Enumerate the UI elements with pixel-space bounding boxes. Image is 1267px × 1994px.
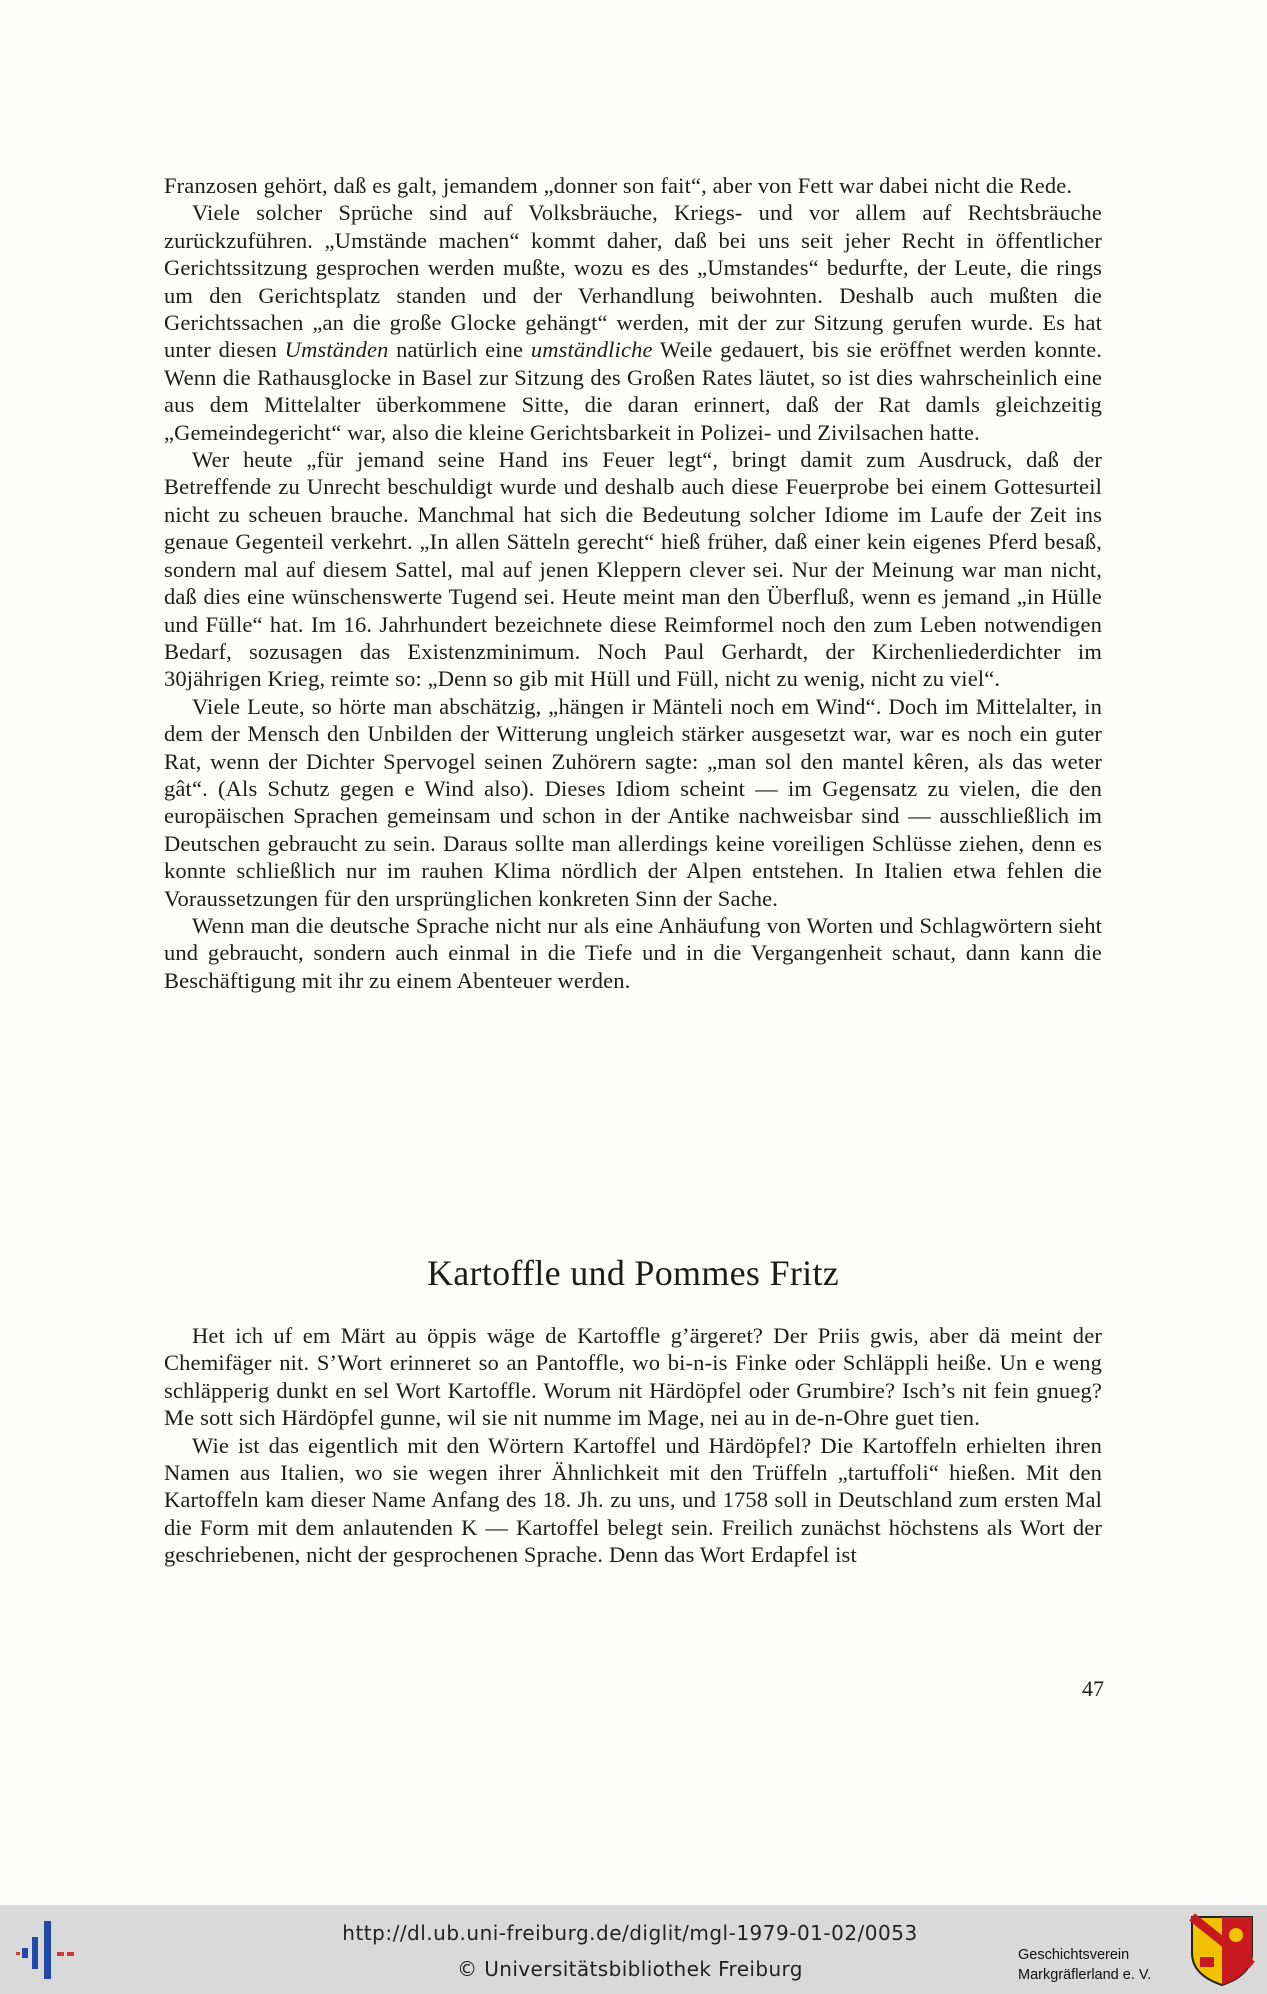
paragraph-text: Viele solcher Sprüche sind auf Volksbräuche, Kriegs- und vor allem auf Rechtsbräuche zurückzuführen. „Umstände machen“ kommt daher, daß bei uns seit jeher Recht in öffentlicher Gerichtssitzung gesprochen werden mußte, wozu es des „Umstandes“ bedurfte, der Leute, die rings um den Gerichtsplatz standen und der Verhandlung beiwohnten. Deshalb auch mußten die Gerichtssachen „an die große Glocke gehängt“ werden, mit der zur Sitzung gerufen wurde. Es hat unter diesen xyxy=(164,200,1102,363)
page-number: 47 xyxy=(1082,1676,1104,1701)
society-name xyxy=(1018,1945,1198,1985)
footer-copyright: © Universitätsbibliothek Freiburg xyxy=(457,1957,803,1981)
article-title: Kartoffle und Pommes Fritz xyxy=(426,1253,840,1293)
society-name-line: Markgräflerland e. V. xyxy=(1018,1967,1152,1983)
paragraph: Wenn man die deutsche Sprache nicht nur als eine Anhäufung von Worten und Schlagwörtern sieht und gebraucht, sondern auch einmal in die Tiefe und in die Vergangenheit schaut, dann kann die Beschäftigung mit ihr zu einem Abenteuer werden. xyxy=(164,912,1102,993)
paragraph xyxy=(164,199,1102,446)
library-logo-icon[interactable] xyxy=(14,1917,80,1983)
coat-of-arms-icon[interactable] xyxy=(1188,1913,1256,1987)
paragraph-text: natürlich eine xyxy=(388,337,531,363)
paragraph: Franzosen gehört, daß es galt, jemandem „donner son fait“, aber von Fett war dabei nicht die Rede. xyxy=(164,173,1073,198)
article-body xyxy=(164,172,1102,994)
article-body xyxy=(164,1322,1102,1569)
footer-url-link[interactable]: http://dl.ub.uni-freiburg.de/diglit/mgl-1979-01-02/0053 xyxy=(342,1921,918,1945)
society-name-line: Geschichtsverein xyxy=(1018,1947,1130,1963)
paragraph-text: Weile gedauert, bis sie eröffnet werden konnte. Wenn die Rathausglocke in Basel zur Sitzung des Großen Rates läutet, so ist dies wahrscheinlich eine aus dem Mittelalter überkommene Sitte, die daran erinnert, daß der Rat damls gleichzeitig „Gemeindegericht“ war, also die kleine Gerichtsbarkeit in Polizei- und Zivilsachen hatte. xyxy=(164,337,1103,445)
paragraph: Viele Leute, so hörte man abschätzig, „hängen ir Mänteli noch em Wind“. Doch im Mittelalter, in dem der Mensch den Unbilden der Witterung ungleich stärker ausgesetzt war, war es noch ein guter Rat, wenn der Dichter Spervogel seinen Zuhörern sagte: „man sol den mantel kêren, als das weter gât“. (Als Schutz gegen e Wind also). Dieses Idiom scheint — im Gegensatz zu vielen, die den europäischen Sprachen gemeinsam und schon in der Antike nachweisbar sind — ausschließlich im Deutschen gebraucht zu sein. Daraus sollte man allerdings keine voreiligen Schlüsse ziehen, denn es konnte schließlich nur im rauhen Klima nördlich der Alpen entstehen. In Italien etwa fehlen die Voraussetzungen für den ursprünglichen konkreten Sinn der Sache. xyxy=(164,693,1102,911)
paragraph: Het ich uf em Märt au öppis wäge de Kartoffle g’ärgeret? Der Priis gwis, aber dä meint der Chemifäger nit. S’Wort erinneret so an Pantoffle, wo bi-n-is Finke oder Schläppli heiße. Un e weng schläpperig dunkt en sel Wort Kartoffle. Worum nit Härdöpfel oder Grumbire? Isch’s nit fein gnueg? Me sott sich Härdöpfel gunne, wil sie nit numme im Mage, nei au in de-n-Ohre guet tien. xyxy=(164,1323,1102,1431)
italic-text: Umständen xyxy=(284,337,389,363)
paragraph: Wie ist das eigentlich mit den Wörtern Kartoffel und Härdöpfel? Die Kartoffeln erhielten ihren Namen aus Italien, wo sie wegen ihrer Ähnlichkeit mit den Trüffeln „tartuffoli“ hießen. Mit den Kartoffeln kam dieser Name Anfang des 18. Jh. zu uns, und 1758 soll in Deutschland zum ersten Mal die Form mit dem anlautenden K — Kartoffel belegt sein. Freilich zunächst höchstens als Wort der geschriebenen, nicht der gesprochenen Sprache. Denn das Wort Erdapfel ist xyxy=(164,1432,1102,1568)
italic-text: umständliche xyxy=(530,337,653,363)
footer-bar xyxy=(0,1905,1267,1994)
paragraph: Wer heute „für jemand seine Hand ins Feuer legt“, bringt damit zum Ausdruck, daß der Betreffende zu Unrecht beschuldigt wurde und deshalb auch diese Feuerprobe bei einem Gottesurteil nicht zu scheuen brauche. Manchmal hat sich die Bedeutung solcher Idiome im Laufe der Zeit ins genaue Gegenteil verkehrt. „In allen Sätteln gerecht“ hieß früher, daß einer kein eigenes Pferd besaß, sondern mal auf diesem Sattel, mal auf jenen Kleppern clever sei. Nur der Meinung war man nicht, daß dies eine wünschenswerte Tugend sei. Heute meint man den Überfluß, wenn es jemand „in Hülle und Fülle“ hat. Im 16. Jahrhundert bezeichnete diese Reimformel noch den zum Leben notwendigen Bedarf, sozusagen das Existenzminimum. Noch Paul Gerhardt, der Kirchenliederdichter im 30jährigen Krieg, reimte so: „Denn so gib mit Hüll und Füll, nicht zu wenig, nicht zu viel“. xyxy=(164,447,1102,692)
